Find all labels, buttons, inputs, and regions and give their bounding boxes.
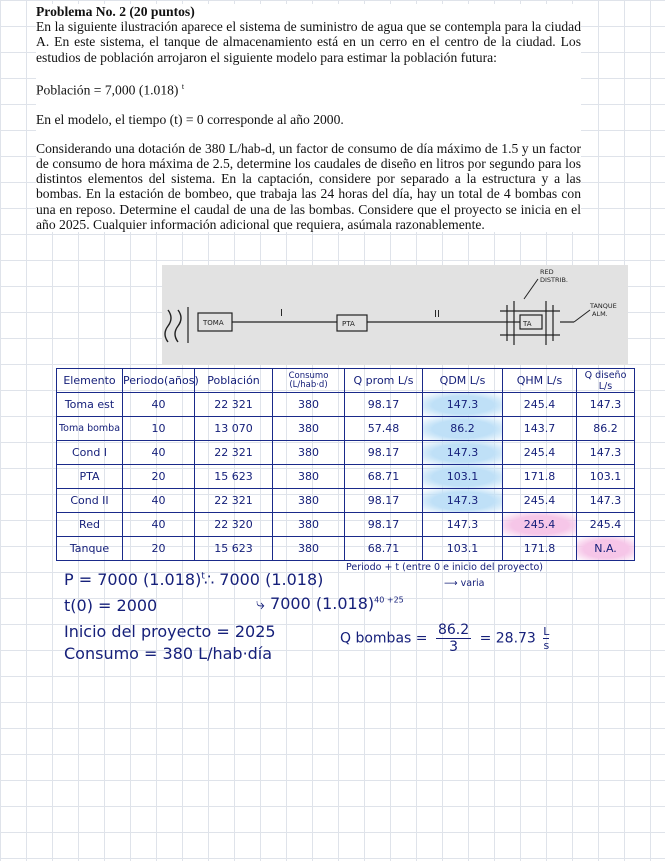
note-population-eq [64,570,205,589]
cell-consumo: 380 [273,513,345,537]
table-row [57,513,635,537]
cell-qprom: 98.17 [345,441,423,465]
segment-1-label: I [280,308,283,319]
cell-periodo: 40 [123,513,195,537]
problem-statement [36,4,581,232]
table-row [57,537,635,561]
note-varia-text: varia [460,578,485,589]
cell-periodo: 40 [123,441,195,465]
cell-qdiseno: 147.3 [577,393,635,417]
cell-poblacion: 15 623 [195,537,273,561]
note-varia: ⟶ varia [444,578,485,589]
red-label: RED [540,268,554,276]
cell-consumo: 380 [273,465,345,489]
note-bombas-num: 86.2 [437,622,470,638]
cell-qprom: 68.71 [345,465,423,489]
note-unit-den: s [543,639,550,652]
instructions-paragraph: Considerando una dotación de 380 L/hab-d, un factor de consumo de día máximo de 1.5 y un factor de consumo de hora máxima de 2.5, determine los caudales de diseño en litros por segundo para los distintos elementos del sistema. En la captación, considere por separado a la estructura y a las bombas. En la estación de bombeo, que trabaja las 24 horas del día, hay un total de 4 bombas con una en reposo. Determine el caudal de una de las bombas. Considere que el proyecto se inicia en el año 2025. Cualquier información adicional que requiera, asúmala razonablemente. [36,140,581,232]
cell-qdm: 147.3 [423,393,503,417]
table-row [57,465,635,489]
cell-qdm: 103.1 [423,465,503,489]
cell-poblacion: 15 623 [195,465,273,489]
cell-poblacion: 22 320 [195,513,273,537]
cell-periodo: 40 [123,393,195,417]
note-eval-text: ⤷ 7000 (1.018) [256,594,375,613]
cell-qdm: 147.3 [423,513,503,537]
cell-qhm: 245.4 [503,513,577,537]
formula-base: Población = 7,000 (1.018) [36,82,179,98]
note-unit-num: L [543,625,550,638]
tanque-label: TANQUE [590,302,617,310]
cell-elemento: Red [57,513,123,537]
note-eval [256,594,404,614]
header-qdm: QDM L/s [423,369,503,393]
cell-elemento: Tanque [57,537,123,561]
cell-poblacion: 22 321 [195,393,273,417]
cell-qprom: 98.17 [345,393,423,417]
table-row [57,393,635,417]
cell-qhm: 245.4 [503,489,577,513]
note-bombas-fraction [436,622,471,655]
cell-consumo: 380 [273,417,345,441]
cell-elemento: Toma est [57,393,123,417]
cell-elemento: Toma bomba [57,417,123,441]
cell-qhm: 245.4 [503,393,577,417]
cell-qprom: 68.71 [345,537,423,561]
cell-periodo: 20 [123,537,195,561]
cell-elemento: Cond II [57,489,123,513]
distribution-grid [500,301,574,345]
cell-qdiseno: 103.1 [577,465,635,489]
cell-poblacion: 22 321 [195,441,273,465]
problem-title: Problema No. 2 (20 puntos) [36,4,195,19]
header-qprom: Q prom L/s [345,369,423,393]
ta-label: TA [523,320,532,328]
note-bombas-label: Q bombas = [340,630,428,647]
formula-exponent: t [181,81,185,91]
header-poblacion: Población [195,369,273,393]
cell-periodo: 20 [123,465,195,489]
note-line1: P = 7000 (1.018) [64,570,202,589]
distrib-label: DISTRIB. [540,276,568,284]
cell-qdm: 147.3 [423,489,503,513]
note-eval-exp: 40 +25 [374,595,404,605]
pta-label: PTA [342,320,355,328]
note-bombas-result: = 28.73 [479,630,536,647]
cell-qdiseno: 86.2 [577,417,635,441]
cell-periodo: 40 [123,489,195,513]
note-inicio: Inicio del proyecto = 2025 [64,622,276,641]
population-formula [36,79,581,98]
cell-qdm: 86.2 [423,417,503,441]
note-bombas [340,622,549,655]
table-row [57,489,635,513]
header-qhm: QHM L/s [503,369,577,393]
note-line1-exp: t [201,571,205,582]
cell-elemento: Cond I [57,441,123,465]
cell-consumo: 380 [273,489,345,513]
cell-qprom: 98.17 [345,513,423,537]
note-t0: t(0) = 2000 [64,596,158,615]
cell-qhm: 171.8 [503,537,577,561]
header-qdiseno: Q diseño L/s [577,369,635,393]
cell-consumo: 380 [273,393,345,417]
alm-label: ALM. [592,310,608,318]
cell-qhm: 143.7 [503,417,577,441]
cell-qdm: 147.3 [423,441,503,465]
intro-paragraph: En la siguiente ilustración aparece el sistema de suministro de agua que se contempla para la ciudad A. En este sistema, el tanque de almacenamiento está en un cerro en el centro de la ciudad. Los estudios de población arrojaron el siguiente modelo para estimar la población futura: [36,19,581,65]
note-consumo: Consumo = 380 L/hab·día [64,644,273,663]
note-periodo: Periodo + t (entre 0 e inicio del proyecto) [346,562,543,573]
cell-qprom: 98.17 [345,489,423,513]
cell-qprom: 57.48 [345,417,423,441]
cell-qhm: 245.4 [503,441,577,465]
note-bombas-den: 3 [449,639,458,655]
cell-consumo: 380 [273,441,345,465]
system-sketch-svg [162,265,628,365]
table-row [57,441,635,465]
cell-qdiseno: 245.4 [577,513,635,537]
cell-qhm: 171.8 [503,465,577,489]
note-therefore: ∴ 7000 (1.018) [204,570,324,589]
header-periodo: Periodo(años) [123,369,195,393]
system-sketch [162,265,628,365]
note-bombas-unit [543,625,549,652]
cell-qdiseno: N.A. [577,537,635,561]
table-header-row [57,369,635,393]
cell-qdm: 103.1 [423,537,503,561]
design-flow-table [56,368,635,561]
header-consumo: Consumo (L/hab·d) [273,369,345,393]
cell-periodo: 10 [123,417,195,441]
toma-label: TOMA [203,319,224,327]
time-paragraph: En el modelo, el tiempo (t) = 0 corresponde al año 2000. [36,111,344,127]
cell-elemento: PTA [57,465,123,489]
cell-consumo: 380 [273,537,345,561]
cell-poblacion: 22 321 [195,489,273,513]
table-row [57,417,635,441]
cell-qdiseno: 147.3 [577,489,635,513]
segment-2-label: II [434,309,440,320]
cell-qdiseno: 147.3 [577,441,635,465]
cell-poblacion: 13 070 [195,417,273,441]
header-elemento: Elemento [57,369,123,393]
